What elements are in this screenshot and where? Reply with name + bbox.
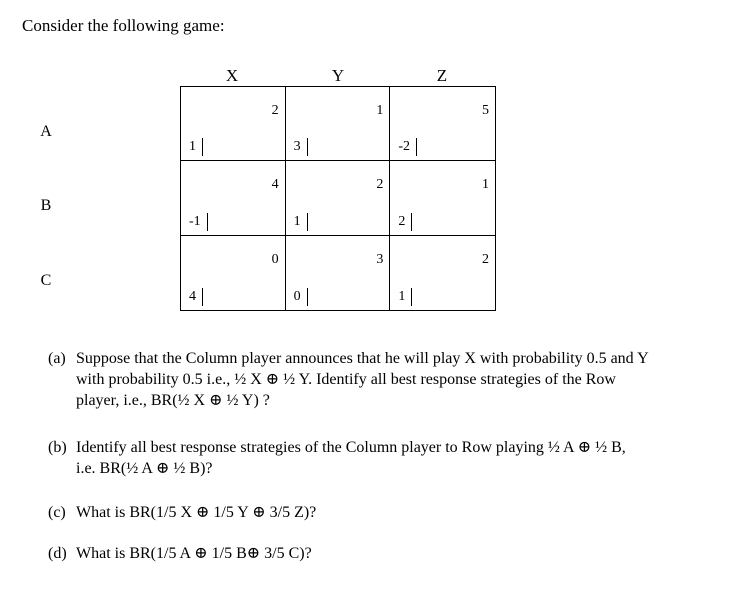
row-payoff: 1 — [181, 138, 203, 156]
column-payoff: 0 — [271, 251, 279, 267]
payoff-cell-b-x — [181, 161, 286, 235]
column-label-z: Z — [436, 66, 448, 85]
row-payoff: -1 — [181, 213, 208, 231]
column-payoff: 4 — [271, 177, 279, 193]
row-payoff: 2 — [390, 213, 412, 231]
question-text: player, i.e., BR(½ X ⊕ ½ Y) ? — [76, 392, 270, 409]
column-payoff: 2 — [271, 103, 279, 118]
question-c — [48, 502, 316, 523]
row-payoff: 4 — [181, 288, 203, 306]
row-label-b: B — [40, 197, 52, 214]
question-text: Suppose that the Column player announces that he will play X with probability 0.5 and Y — [76, 350, 649, 367]
row-payoff: -2 — [390, 138, 417, 156]
column-payoff: 3 — [376, 251, 384, 267]
row-payoff: 1 — [390, 288, 412, 306]
column-payoff: 2 — [481, 251, 489, 267]
question-d — [48, 543, 312, 564]
question-b — [48, 437, 626, 479]
question-text: with probability 0.5 i.e., ½ X ⊕ ½ Y. Identify all best response strategies of the Row — [76, 371, 616, 388]
question-text: i.e. BR(½ A ⊕ ½ B)? — [76, 460, 213, 477]
payoff-cell-c-y — [286, 236, 391, 310]
question-label: (b) — [48, 439, 67, 456]
column-payoff: 1 — [376, 103, 384, 118]
question-text: What is BR(1/5 A ⊕ 1/5 B⊕ 3/5 C)? — [76, 545, 312, 562]
payoff-cell-b-z — [390, 161, 495, 235]
payoff-matrix — [180, 86, 496, 311]
question-label: (c) — [48, 504, 66, 521]
row-payoff: 1 — [286, 213, 308, 231]
payoff-cell-a-x — [181, 87, 286, 161]
row-label-c: C — [40, 272, 52, 289]
payoff-cell-c-z — [390, 236, 495, 310]
intro-text: Consider the following game: — [22, 16, 225, 35]
row-label-a: A — [40, 123, 52, 140]
payoff-cell-c-x — [181, 236, 286, 310]
question-label: (a) — [48, 350, 66, 367]
question-text: What is BR(1/5 X ⊕ 1/5 Y ⊕ 3/5 Z)? — [76, 504, 317, 521]
question-label: (d) — [48, 545, 67, 562]
payoff-cell-a-y — [286, 87, 391, 161]
question-a — [48, 348, 649, 411]
row-payoff: 3 — [286, 138, 308, 156]
row-payoff: 0 — [286, 288, 308, 306]
column-label-y: Y — [331, 66, 345, 85]
question-text: Identify all best response strategies of the Column player to Row playing ½ A ⊕ ½ B, — [76, 439, 626, 456]
column-payoff: 1 — [481, 177, 489, 193]
column-payoff: 5 — [481, 103, 489, 118]
column-label-x: X — [225, 66, 239, 85]
column-payoff: 2 — [376, 177, 384, 193]
payoff-cell-a-z — [390, 87, 495, 161]
payoff-cell-b-y — [286, 161, 391, 235]
